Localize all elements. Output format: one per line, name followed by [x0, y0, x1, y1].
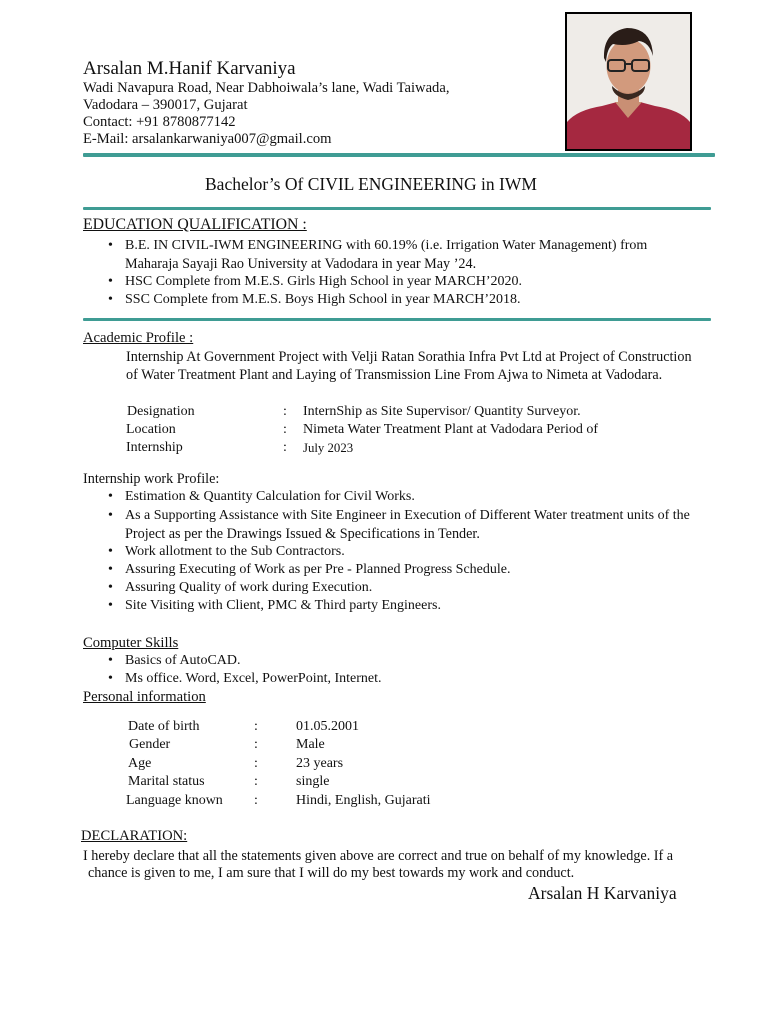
personal-label: Language known — [126, 793, 223, 808]
personal-separator: : — [254, 737, 258, 752]
title-divider — [83, 207, 711, 210]
list-item: • Basics of AutoCAD. — [108, 653, 241, 668]
list-item: • Site Visiting with Client, PMC & Third party Engineers. — [108, 598, 441, 613]
personal-value: Hindi, English, Gujarati — [296, 793, 431, 808]
personal-separator: : — [254, 719, 258, 734]
detail-value: InternShip as Site Supervisor/ Quantity Surveyor. — [303, 404, 581, 419]
bullet-icon: • — [108, 598, 113, 613]
personal-separator: : — [254, 793, 258, 808]
bullet-icon: • — [108, 274, 113, 289]
list-item: • As a Supporting Assistance with Site Engineer in Execution of Different Water treatment units of the — [108, 508, 690, 523]
detail-label: Internship — [126, 440, 183, 455]
person-portrait-icon — [567, 14, 690, 149]
address-line-2: Vadodara – 390017, Gujarat — [83, 97, 248, 113]
education-heading: EDUCATION QUALIFICATION : — [83, 216, 307, 233]
personal-label: Gender — [129, 737, 171, 752]
education-divider — [83, 318, 711, 321]
list-item: • Ms office. Word, Excel, PowerPoint, Internet. — [108, 671, 382, 686]
personal-value: Male — [296, 737, 325, 752]
list-item-continuation: Maharaja Sayaji Rao University at Vadodara in year May ’24. — [125, 256, 477, 272]
bullet-icon: • — [108, 238, 113, 253]
personal-value: 23 years — [296, 756, 344, 771]
detail-separator: : — [283, 422, 287, 437]
personal-label: Date of birth — [128, 719, 200, 734]
declaration-line-2: chance is given to me, I am sure that I will do my best towards my work and conduct. — [88, 865, 575, 881]
detail-value: July 2023 — [303, 441, 354, 455]
list-item: • Assuring Quality of work during Execution. — [108, 580, 373, 595]
academic-heading: Academic Profile : — [83, 330, 194, 346]
personal-separator: : — [254, 756, 258, 771]
contact-email: E-Mail: arsalankarwaniya007@gmail.com — [83, 131, 332, 147]
bullet-icon: • — [108, 653, 113, 668]
list-item: • Estimation & Quantity Calculation for Civil Works. — [108, 489, 415, 504]
detail-separator: : — [283, 404, 287, 419]
contact-phone: Contact: +91 8780877142 — [83, 114, 236, 130]
signature-name: Arsalan H Karvaniya — [528, 883, 677, 903]
detail-label: Location — [126, 422, 176, 437]
bullet-icon: • — [108, 562, 113, 577]
personal-separator: : — [254, 774, 258, 789]
academic-intro-line-2: of Water Treatment Plant and Laying of Transmission Line From Ajwa to Nimeta at Vadodara. — [126, 367, 663, 383]
bullet-icon: • — [108, 508, 113, 523]
degree-title: Bachelor’s Of CIVIL ENGINEERING in IWM — [205, 174, 537, 194]
personal-label: Age — [128, 756, 152, 771]
personal-info-heading: Personal information — [83, 689, 206, 705]
bullet-icon: • — [108, 671, 113, 686]
list-item: • SSC Complete from M.E.S. Boys High School in year MARCH’2018. — [108, 292, 521, 307]
computer-skills-heading: Computer Skills — [83, 635, 179, 651]
list-item: • Assuring Executing of Work as per Pre - Planned Progress Schedule. — [108, 562, 511, 577]
detail-label: Designation — [127, 404, 195, 419]
list-item: • B.E. IN CIVIL-IWM ENGINEERING with 60.19% (i.e. Irrigation Water Management) from — [108, 238, 648, 253]
list-item: • HSC Complete from M.E.S. Girls High School in year MARCH’2020. — [108, 274, 523, 289]
bullet-icon: • — [108, 580, 113, 595]
declaration-line-1: I hereby declare that all the statements given above are correct and true on behalf of my knowledge. If a — [83, 848, 674, 864]
internship-work-heading: Internship work Profile: — [83, 471, 220, 487]
bullet-icon: • — [108, 489, 113, 504]
declaration-heading: DECLARATION: — [81, 828, 188, 844]
candidate-name: Arsalan M.Hanif Karvaniya — [83, 58, 296, 79]
academic-intro-line-1: Internship At Government Project with Velji Ratan Sorathia Infra Pvt Ltd at Project of Construction — [126, 349, 692, 365]
list-item: • Work allotment to the Sub Contractors. — [108, 544, 345, 559]
personal-value: 01.05.2001 — [296, 719, 359, 734]
personal-value: single — [296, 774, 330, 789]
header-divider — [83, 153, 715, 157]
list-item-continuation: Project as per the Drawings Issued & Specifications in Tender. — [125, 526, 480, 542]
address-line-1: Wadi Navapura Road, Near Dabhoiwala’s lane, Wadi Taiwada, — [83, 80, 450, 96]
bullet-icon: • — [108, 292, 113, 307]
detail-separator: : — [283, 440, 287, 455]
personal-label: Marital status — [128, 774, 205, 789]
bullet-icon: • — [108, 544, 113, 559]
detail-value: Nimeta Water Treatment Plant at Vadodara Period of — [303, 422, 599, 437]
profile-photo — [565, 12, 692, 151]
